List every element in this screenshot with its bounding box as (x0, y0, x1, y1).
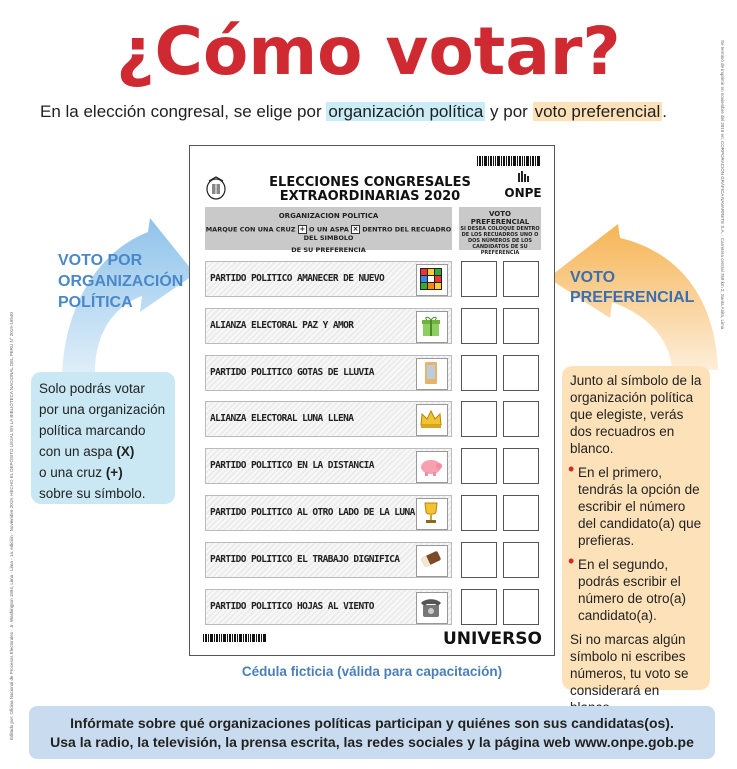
preferential-box-2[interactable] (503, 261, 539, 297)
bullet-icon: • (568, 551, 575, 571)
ballot-title (240, 176, 500, 204)
trophy-icon[interactable] (416, 498, 448, 530)
piggy-bank-icon[interactable] (416, 451, 448, 483)
right-label: VOTO PREFERENCIAL (570, 269, 695, 306)
party-row[interactable] (205, 495, 452, 531)
party-row[interactable] (205, 308, 452, 344)
left-info-box (31, 372, 175, 504)
peru-emblem-icon (204, 175, 228, 201)
header-pref-instructions: SI DESEA COLOQUE DENTRO DE LOS RECUADROS UNO O DOS NÚMEROS DE LOS CANDIDATOS DE SU PREFERENCIA (460, 226, 540, 256)
party-row[interactable] (205, 589, 452, 625)
right-box-p2: Si no marcas algún símbolo ni escribes números, tu voto se considerará en (570, 632, 689, 698)
phone-icon[interactable] (416, 358, 448, 390)
page-title: ¿Cómo votar? (116, 13, 621, 90)
ballot-title-line1: ELECCIONES CONGRESALES (269, 175, 471, 190)
subtitle-highlight-blue: organización política (328, 102, 484, 121)
ballot-caption: Cédula ficticia (válida para capacitación) (241, 664, 503, 679)
preferential-box-2[interactable] (503, 355, 539, 391)
party-name: PARTIDO POLITICO AL OTRO LADO DE LA LUNA (210, 507, 415, 518)
right-box-p1: Junto al símbolo de la organización política que elegiste, verás dos recuadros en blanco. (570, 373, 702, 456)
left-box-line2: o una cruz (39, 465, 103, 480)
header-org-title: ORGANIZACION POLITICA (278, 212, 379, 220)
party-name: PARTIDO POLITICO EL TRABAJO DIGNIFICA (210, 554, 400, 565)
party-name: ALIANZA ELECTORAL LUNA LLENA (210, 413, 354, 424)
party-name: PARTIDO POLITICO AMANECER DE NUEVO (210, 273, 385, 284)
preferential-box-2[interactable] (503, 542, 539, 578)
preferential-box-1[interactable] (461, 308, 497, 344)
gift-icon[interactable] (416, 311, 448, 343)
party-row[interactable] (205, 261, 452, 297)
ballot-header-preferential (459, 207, 541, 256)
telephone-icon[interactable] (416, 592, 448, 624)
preferential-box-2[interactable] (503, 495, 539, 531)
party-row[interactable] (205, 401, 452, 437)
preferential-box-1[interactable] (461, 401, 497, 437)
subtitle-part3: . (662, 102, 667, 121)
onpe-text: ONPE (505, 186, 541, 200)
subtitle-highlight-orange: voto preferencial (534, 102, 661, 121)
universo-label: UNIVERSO (443, 629, 542, 649)
party-row[interactable] (205, 355, 452, 391)
onpe-logo (505, 171, 541, 206)
ice-cream-icon[interactable] (416, 545, 448, 577)
barcode-top-icon (477, 156, 541, 166)
side-credit-right: Se terminó de imprimir en noviembre del 2019 en: CORPORACIÓN GRÁFICA NAVARRETE S.A. · Carretera central 759 km 2, Santa Anita, Lima (720, 40, 725, 330)
party-row[interactable] (205, 448, 452, 484)
right-box-bullet-1: • En el primero, tendrás la opción de escribir el número del candidato(a) que prefieras. (568, 459, 702, 548)
header-org-instructions-2: DE SU PREFERENCIA (291, 246, 366, 254)
x-mark-icon: × (352, 225, 359, 233)
ballot-title-line2: EXTRAORDINARIAS 2020 (279, 189, 461, 204)
x-mark: (X) (116, 444, 135, 459)
cross-mark-icon: + (299, 225, 306, 233)
preferential-box-2[interactable] (503, 589, 539, 625)
bullet-icon: • (568, 459, 575, 479)
preferential-box-1[interactable] (461, 355, 497, 391)
preferential-box-2[interactable] (503, 448, 539, 484)
footer-info (29, 706, 715, 759)
crown-icon[interactable] (416, 404, 448, 436)
header-org-instructions: MARQUE CON UNA CRUZ + O UN ASPA × DENTRO DEL RECUADRO DEL SIMBOLO (205, 225, 452, 242)
ballot-header-organization (205, 207, 452, 254)
left-box-line3: sobre su símbolo. (39, 486, 146, 501)
preferential-box-2[interactable] (503, 308, 539, 344)
footer-line1: Infórmate sobre qué organizaciones políticas participan y quiénes son sus candidatas(os). (70, 715, 674, 731)
preferential-box-1[interactable] (461, 589, 497, 625)
right-info-box (562, 366, 710, 698)
preferential-box-1[interactable] (461, 261, 497, 297)
subtitle-part2: y por (485, 102, 533, 121)
preferential-box-1[interactable] (461, 448, 497, 484)
left-box-line1: Solo podrás votar por una organización política marcando con un aspa (39, 381, 166, 459)
plus-mark: (+) (105, 465, 123, 480)
subtitle-part1: En la elección congresal, se elige por (40, 102, 327, 121)
footer-line2: Usa la radio, la televisión, la prensa escrita, las redes sociales y la página web www.onpe.gob.pe (50, 734, 694, 750)
party-name: PARTIDO POLITICO HOJAS AL VIENTO (210, 601, 374, 612)
party-name: PARTIDO POLITICO EN LA DISTANCIA (210, 460, 374, 471)
party-name: PARTIDO POLITICO GOTAS DE LLUVIA (210, 367, 374, 378)
left-label: VOTO POR ORGANIZACIÓN POLÍTICA (58, 252, 184, 311)
preferential-box-2[interactable] (503, 401, 539, 437)
party-name: ALIANZA ELECTORAL PAZ Y AMOR (210, 320, 354, 331)
onpe-logo-icon (505, 171, 541, 201)
rubik-cube-icon[interactable] (416, 264, 448, 296)
barcode-bottom-icon (203, 634, 267, 642)
preferential-box-1[interactable] (461, 542, 497, 578)
side-credit-left: Editado por: Oficina Nacional de Procesos Electorales · Jr. Washington 1894, Lima · Lima · 1a. edición · Noviembre 2019. HECHO EL DEPÓSITO LEGAL EN LA BIBLIOTECA NACIONAL DEL PERÚ N° 2019-16540 (9, 312, 14, 740)
preferential-box-1[interactable] (461, 495, 497, 531)
header-pref-title: VOTO PREFERENCIAL (470, 210, 530, 226)
right-box-bullet-2: • En el segundo, podrás escribir el número de otro(a) candidato(a). (568, 551, 687, 623)
party-row[interactable] (205, 542, 452, 578)
